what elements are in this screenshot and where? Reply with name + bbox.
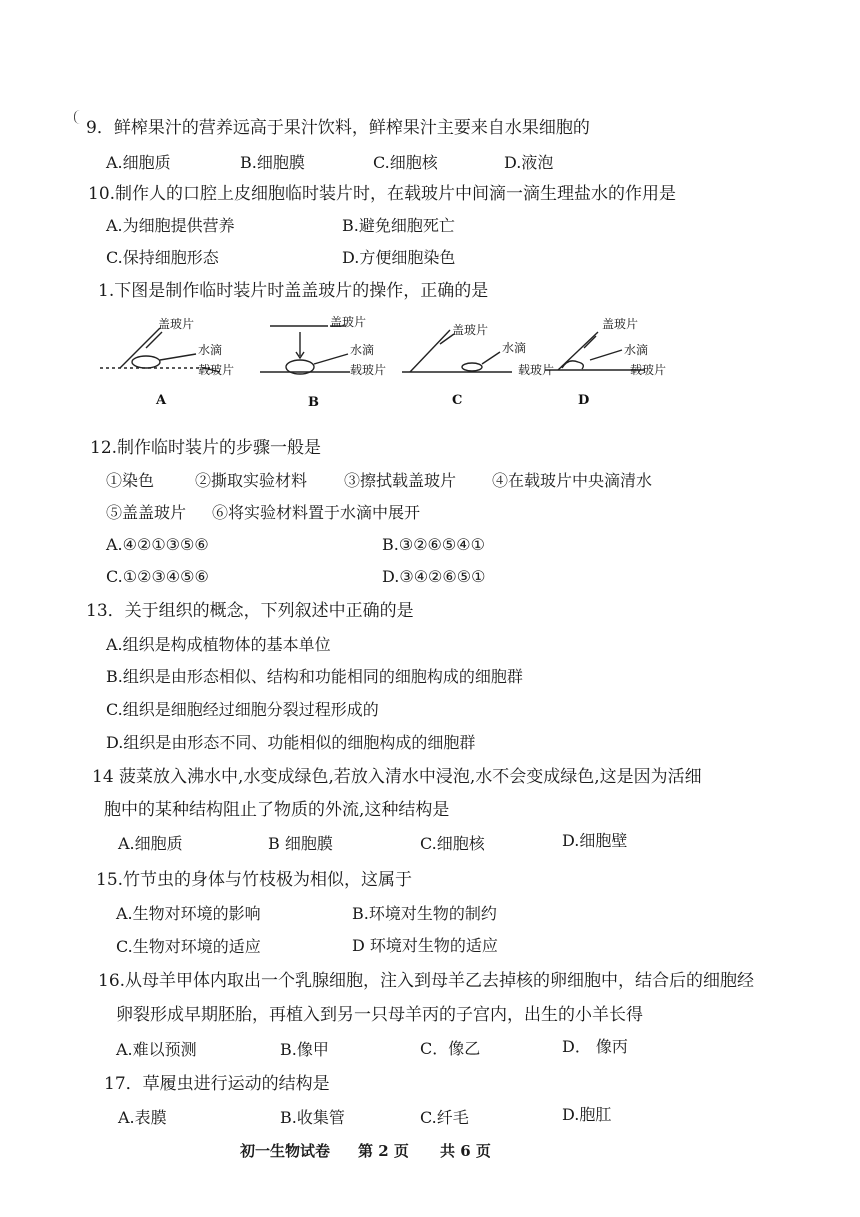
q12-option-d[interactable]: D.③④②⑥⑤① xyxy=(382,567,486,586)
label-b: B xyxy=(308,395,319,410)
label-cover-a: 盖玻片 xyxy=(158,317,195,331)
label-c: C xyxy=(452,393,463,408)
label-slide-b: 载玻片 xyxy=(350,363,387,377)
q15-option-d[interactable]: D 环境对生物的适应 xyxy=(352,936,498,955)
q13-option-d[interactable]: D.组织是由形态不同、功能相似的细胞构成的细胞群 xyxy=(106,733,476,752)
label-cover-d: 盖玻片 xyxy=(602,317,639,331)
label-d: D xyxy=(578,393,590,408)
q12-step-6: ⑥将实验材料置于水滴中展开 xyxy=(212,503,421,522)
label-slide-c: 载玻片 xyxy=(518,363,555,377)
q14-option-d[interactable]: D.细胞壁 xyxy=(562,831,628,850)
q14-option-c[interactable]: C.细胞核 xyxy=(420,834,485,853)
label-a: A xyxy=(156,393,167,408)
q13-stem: 13．关于组织的概念，下列叙述中正确的是 xyxy=(86,601,414,621)
q11-stem: 1.下图是制作临时装片时盖盖玻片的操作，正确的是 xyxy=(98,281,489,301)
q15-option-a[interactable]: A.生物对环境的影响 xyxy=(116,904,261,923)
margin-mark xyxy=(74,110,81,124)
q12-step-1: ①染色 xyxy=(106,471,155,490)
q13-option-a[interactable]: A.组织是构成植物体的基本单位 xyxy=(106,635,331,654)
footer-total: 共 6 页 xyxy=(440,1142,491,1160)
label-drop-b: 水滴 xyxy=(350,343,375,357)
q17-stem: 17．草履虫进行运动的结构是 xyxy=(104,1074,330,1094)
footer-page: 第 2 页 xyxy=(358,1142,409,1160)
drop-a xyxy=(132,356,160,368)
drop-d xyxy=(562,361,583,369)
q17-option-d[interactable]: D.胞肛 xyxy=(562,1105,612,1124)
q9-option-a[interactable]: A.细胞质 xyxy=(106,153,171,172)
q16-option-d[interactable]: D． 像丙 xyxy=(562,1037,628,1056)
q16-option-c[interactable]: C．像乙 xyxy=(420,1039,481,1058)
label-drop-d: 水滴 xyxy=(624,343,649,357)
cover-a xyxy=(120,328,160,368)
q9-option-d[interactable]: D.液泡 xyxy=(504,153,554,172)
q10-option-b[interactable]: B.避免细胞死亡 xyxy=(342,216,455,235)
q12-step-5: ⑤盖盖玻片 xyxy=(106,503,187,522)
q14-stem-line2: 胞中的某种结构阻止了物质的外流,这种结构是 xyxy=(104,800,450,820)
q13-option-c[interactable]: C.组织是细胞经过细胞分裂过程形成的 xyxy=(106,700,379,719)
q12-option-a[interactable]: A.④②①③⑤⑥ xyxy=(106,535,209,554)
q12-stem: 12.制作临时装片的步骤一般是 xyxy=(90,438,322,458)
label-cover-c: 盖玻片 xyxy=(452,323,489,337)
q9-stem: 9．鲜榨果汁的营养远高于果汁饮料，鲜榨果汁主要来自水果细胞的 xyxy=(86,118,590,138)
q13-option-b[interactable]: B.组织是由形态相似、结构和功能相同的细胞构成的细胞群 xyxy=(106,667,523,686)
q12-option-b[interactable]: B.③②⑥⑤④① xyxy=(382,535,485,554)
q17-option-a[interactable]: A.表膜 xyxy=(118,1108,167,1127)
label-drop-c: 水滴 xyxy=(502,341,527,355)
label-slide-d: 载玻片 xyxy=(630,363,667,377)
cover-c xyxy=(410,330,450,372)
footer-title: 初一生物试卷 xyxy=(240,1142,331,1160)
q14-option-b[interactable]: B 细胞膜 xyxy=(268,834,333,853)
q10-option-c[interactable]: C.保持细胞形态 xyxy=(106,248,219,267)
q10-stem: 10.制作人的口腔上皮细胞临时装片时，在载玻片中间滴一滴生理盐水的作用是 xyxy=(88,184,677,204)
q9-option-b[interactable]: B.细胞膜 xyxy=(240,153,305,172)
q10-option-a[interactable]: A.为细胞提供营养 xyxy=(106,216,235,235)
q15-option-b[interactable]: B.环境对生物的制约 xyxy=(352,904,497,923)
q12-step-4: ④在载玻片中央滴清水 xyxy=(492,471,653,490)
coverslip-figure xyxy=(100,312,680,412)
q15-option-c[interactable]: C.生物对环境的适应 xyxy=(116,937,261,956)
q10-option-d[interactable]: D.方便细胞染色 xyxy=(342,248,456,267)
q16-stem-line1: 16.从母羊甲体内取出一个乳腺细胞，注入到母羊乙去掉核的卵细胞中，结合后的细胞经 xyxy=(98,971,755,991)
q14-stem-line1: 14 菠菜放入沸水中,水变成绿色,若放入清水中浸泡,水不会变成绿色,这是因为活细 xyxy=(92,767,702,787)
q12-option-c[interactable]: C.①②③④⑤⑥ xyxy=(106,567,209,586)
q16-option-b[interactable]: B.像甲 xyxy=(280,1040,329,1059)
q12-step-2: ②撕取实验材料 xyxy=(195,471,308,490)
q9-option-c[interactable]: C.细胞核 xyxy=(373,153,438,172)
q17-option-c[interactable]: C.纤毛 xyxy=(420,1108,469,1127)
q16-option-a[interactable]: A.难以预测 xyxy=(116,1040,197,1059)
q17-option-b[interactable]: B.收集管 xyxy=(280,1108,345,1127)
drop-c xyxy=(462,363,482,371)
label-slide-a: 载玻片 xyxy=(198,363,235,377)
q12-step-3: ③擦拭载盖玻片 xyxy=(344,471,457,490)
label-drop-a: 水滴 xyxy=(198,343,223,357)
q16-stem-line2: 卵裂形成早期胚胎，再植入到另一只母羊丙的子宫内，出生的小羊长得 xyxy=(116,1005,643,1025)
q15-stem: 15.竹节虫的身体与竹枝极为相似，这属于 xyxy=(96,870,413,890)
label-cover-b: 盖玻片 xyxy=(330,315,367,329)
q14-option-a[interactable]: A.细胞质 xyxy=(118,834,183,853)
